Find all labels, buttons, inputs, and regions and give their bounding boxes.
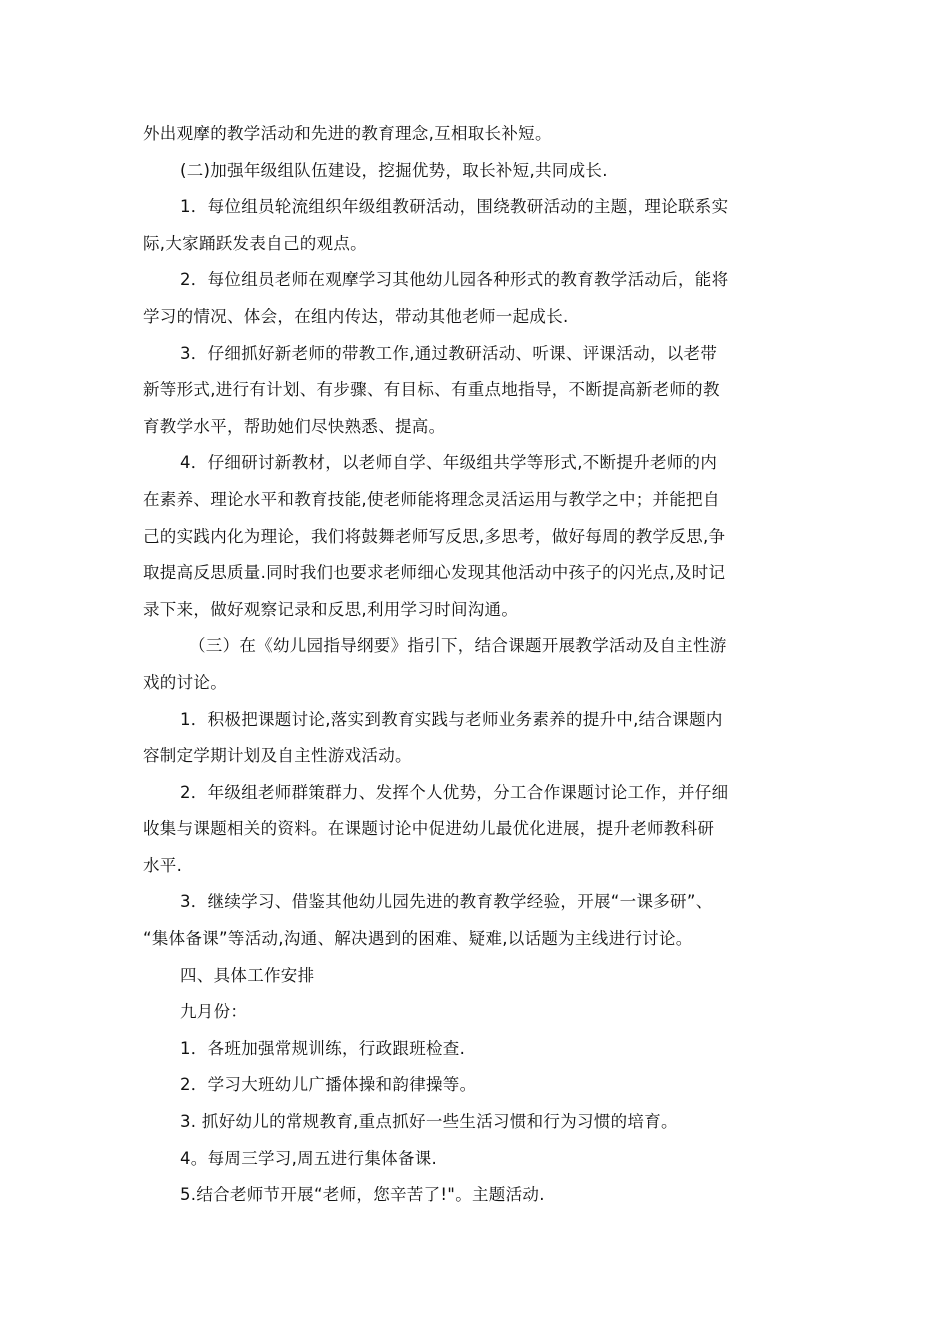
list-item-2: 2．每位组员老师在观摩学习其他幼儿园各种形式的教育教学活动后，能将 [180,270,729,290]
list-item-4: 4。每周三学习,周五进行集体备课. [180,1148,438,1168]
list-item-1: 1．积极把课题讨论,落实到教育实践与老师业务素养的提升中,结合课题内 [180,709,723,729]
list-item-3: 3. 抓好幼儿的常规教育,重点抓好一些生活习惯和行为习惯的培育。 [180,1112,678,1132]
paragraph-line: 己的实践内化为理论，我们将鼓舞老师写反思,多思考，做好每周的教学反思,争 [143,526,726,546]
paragraph-line: 学习的情况、体会，在组内传达，带动其他老师一起成长. [143,306,569,326]
paragraph-line: 容制定学期计划及自主性游戏活动。 [143,746,412,766]
section-heading-4: 四、具体工作安排 [180,965,315,985]
paragraph-line: “集体备课”等活动,沟通、解决遇到的困难、疑难,以话题为主线进行讨论。 [143,929,693,949]
section-heading-2: (二)加强年级组队伍建设，挖掘优势，取长补短,共同成长. [180,160,608,180]
list-item-2: 2．年级组老师群策群力、发挥个人优势，分工合作课题讨论工作，并仔细 [180,782,729,802]
section-heading-3: （三）在《幼儿园指导纲要》指引下，结合课题开展教学活动及自主性游 [189,636,727,656]
paragraph-line: 际,大家踊跃发表自己的观点。 [143,233,367,253]
paragraph-line: 水平. [143,855,183,875]
paragraph-line: 育教学水平，帮助她们尽快熟悉、提高。 [143,416,446,436]
list-item-3: 3．继续学习、借鉴其他幼儿园先进的教育教学经验，开展“一课多研”、 [180,892,713,912]
paragraph-line: 录下来，做好观察记录和反思,利用学习时间沟通。 [143,599,519,619]
list-item-1: 1．每位组员轮流组织年级组教研活动，围绕教研活动的主题，理论联系实 [180,197,729,217]
paragraph-line: 在素养、理论水平和教育技能,使老师能将理念灵活运用与教学之中；并能把自 [143,489,720,509]
paragraph-line: 取提高反思质量.同时我们也要求老师细心发现其他活动中孩子的闪光点,及时记 [143,563,726,583]
document-body [143,116,813,1214]
list-item-3: 3．仔细抓好新老师的带教工作,通过教研活动、听课、评课活动，以老带 [180,343,718,363]
month-heading: 九月份： [180,1002,248,1022]
paragraph-line: 戏的讨论。 [143,672,227,692]
list-item-1: 1．各班加强常规训练，行政跟班检查. [180,1038,466,1058]
paragraph-line: 外出观摩的教学活动和先进的教育理念,互相取长补短。 [143,124,552,143]
list-item-2: 2．学习大班幼儿广播体操和韵律操等。 [180,1075,477,1095]
list-item-5: 5.结合老师节开展“老师，您辛苦了!"。主题活动. [180,1185,545,1205]
list-item-4: 4．仔细研讨新教材，以老师自学、年级组共学等形式,不断提升老师的内 [180,453,718,473]
paragraph-line: 新等形式,进行有计划、有步骤、有目标、有重点地指导，不断提高新老师的教 [143,380,720,400]
paragraph-line: 收集与课题相关的资料。在课题讨论中促进幼儿最优化进展，提升老师教科研 [143,819,715,839]
